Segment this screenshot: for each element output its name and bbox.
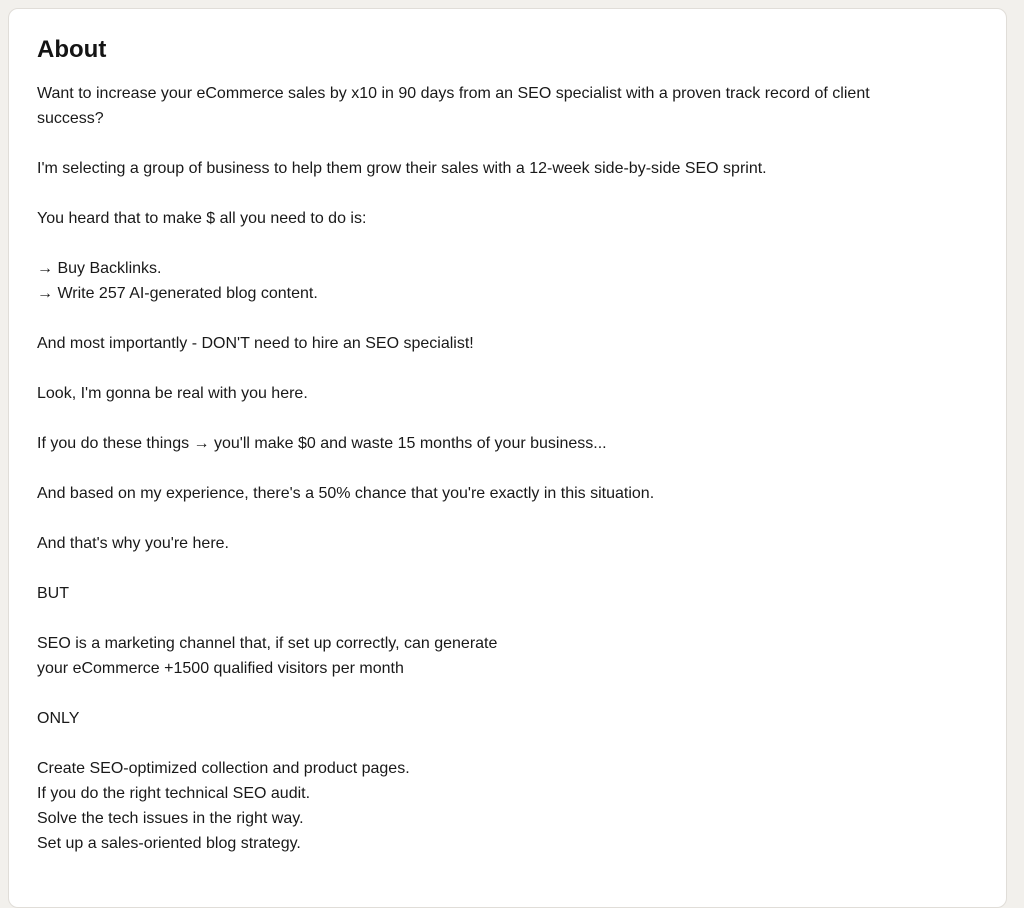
about-paragraph: Create SEO-optimized collection and product pages. If you do the right technical SEO audit. Solve the tech issues in the right way. Set up a sales-oriented blog strategy.	[37, 760, 410, 852]
about-paragraph: And based on my experience, there's a 50% chance that you're exactly in this situation.	[37, 485, 655, 502]
about-paragraph: Want to increase your eCommerce sales by x10 in 90 days from an SEO specialist with a proven track record of client success?	[37, 85, 870, 127]
about-paragraph: And most importantly - DON'T need to hire an SEO specialist!	[37, 335, 474, 352]
about-paragraph: If you do these things → you'll make $0 and waste 15 months of your business...	[37, 435, 607, 452]
about-body	[37, 81, 978, 856]
about-paragraph: → Buy Backlinks. → Write 257 AI-generated blog content.	[37, 260, 318, 302]
about-paragraph: Look, I'm gonna be real with you here.	[37, 385, 308, 402]
about-paragraph: BUT	[37, 585, 69, 602]
about-paragraph: SEO is a marketing channel that, if set up correctly, can generate your eCommerce +1500 qualified visitors per month	[37, 635, 498, 677]
about-paragraph: And that's why you're here.	[37, 535, 229, 552]
about-section-title: About	[37, 36, 107, 63]
about-paragraph: You heard that to make $ all you need to do is:	[37, 210, 367, 227]
about-paragraph: ONLY	[37, 710, 80, 727]
about-paragraph: I'm selecting a group of business to help them grow their sales with a 12-week side-by-side SEO sprint.	[37, 160, 767, 177]
about-card	[8, 8, 1007, 908]
